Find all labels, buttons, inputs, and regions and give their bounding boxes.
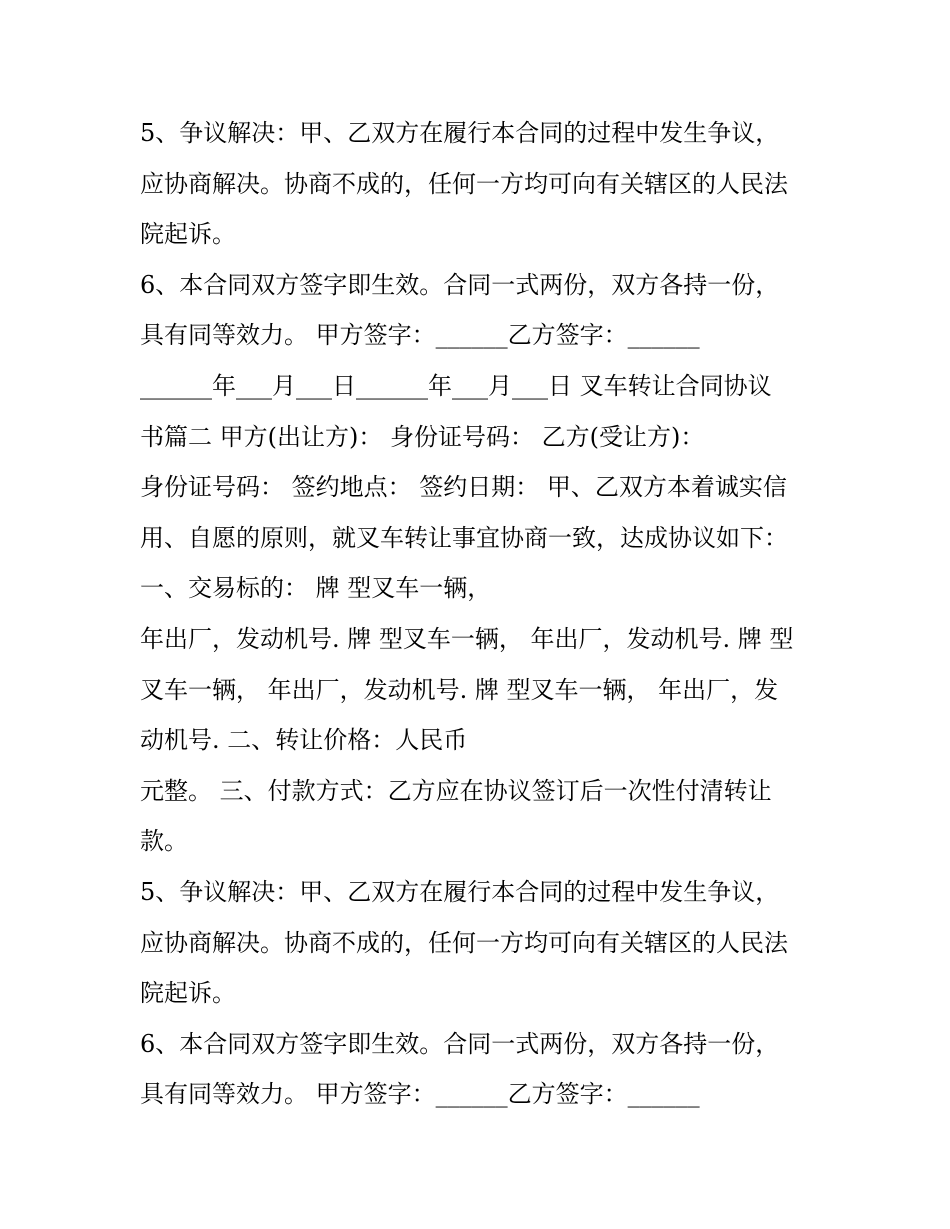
text-line: 元整。 三、付款方式：乙方应在协议签订后一次性付清转让 xyxy=(140,776,772,805)
text-line: 用、自愿的原则，就叉车转让事宜协商一致，达成协议如下： xyxy=(140,523,788,552)
text-line: 身份证号码： 签约地点： 签约日期： 甲、乙双方本着诚实信 xyxy=(140,473,787,502)
text-line: 年出厂，发动机号. 牌 型叉车一辆， 年出厂，发动机号. 牌 型 xyxy=(140,624,794,653)
contract-text xyxy=(140,108,830,1120)
text-line: 书篇二 甲方(出让方)： 身份证号码： 乙方(受让方)： xyxy=(140,422,705,451)
text-line: 应协商解决。协商不成的，任何一方均可向有关辖区的人民法 xyxy=(140,169,788,198)
text-line: 一、交易标的： 牌 型叉车一辆， xyxy=(140,574,492,603)
text-line: 6、本合同双方签字即生效。合同一式两份，双方各持一份， xyxy=(140,270,780,299)
text-line: 应协商解决。协商不成的，任何一方均可向有关辖区的人民法 xyxy=(140,928,788,957)
text-line: 动机号. 二、转让价格：人民币 xyxy=(140,726,468,755)
text-line: 6、本合同双方签字即生效。合同一式两份，双方各持一份， xyxy=(140,1029,780,1058)
text-line: 款。 xyxy=(140,827,188,856)
text-line: 院起诉。 xyxy=(140,979,236,1008)
text-line: ______年___月___日______年___月___日 叉车转让合同协议 xyxy=(140,371,772,400)
text-line: 叉车一辆， 年出厂，发动机号. 牌 型叉车一辆， 年出厂，发 xyxy=(140,675,779,704)
text-line: 具有同等效力。 甲方签字：______乙方签字：______ xyxy=(140,1080,700,1109)
text-line: 5、争议解决：甲、乙双方在履行本合同的过程中发生争议， xyxy=(140,119,780,147)
text-line: 5、争议解决：甲、乙双方在履行本合同的过程中发生争议， xyxy=(140,877,780,906)
text-line: 院起诉。 xyxy=(140,220,236,249)
text-line: 具有同等效力。 甲方签字：______乙方签字：______ xyxy=(140,321,700,350)
